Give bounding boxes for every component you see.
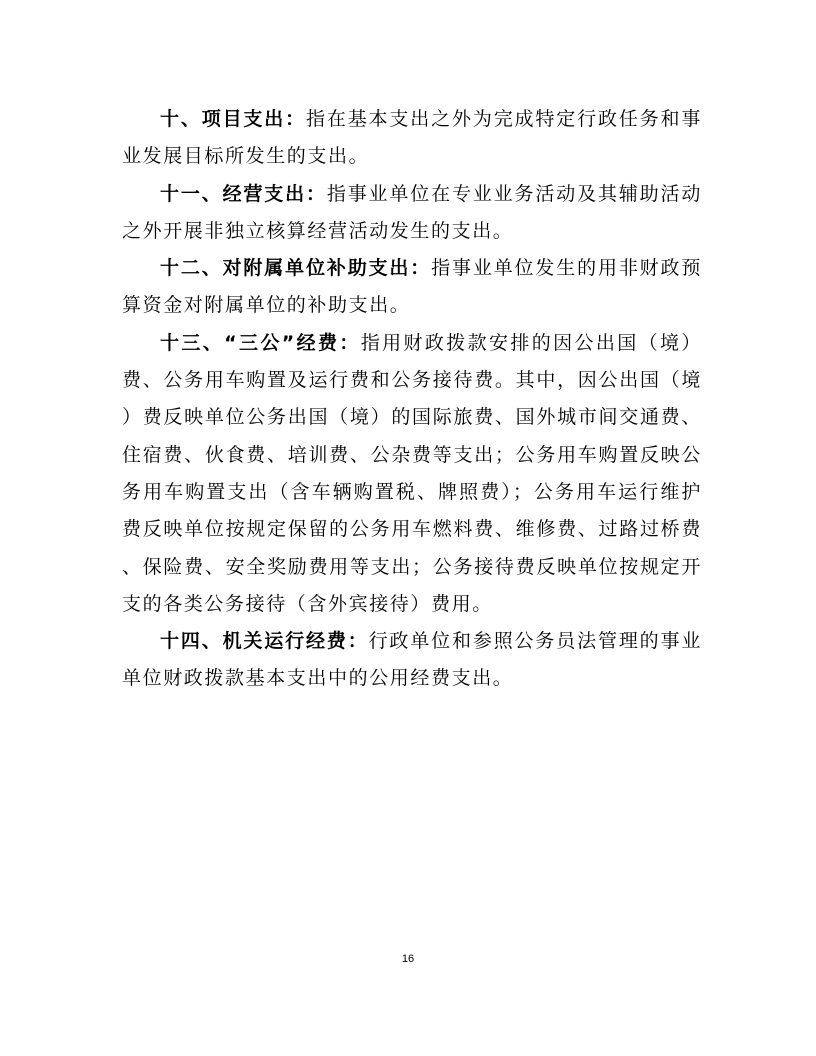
term-heading: 十、项目支出： (160, 108, 306, 130)
term-definition: 指在基本支出之外为完成特定行政任务和事业发展目标所发生的支出。 (122, 108, 703, 168)
paragraph-three-public-expenses (122, 325, 702, 623)
paragraph-business-expenditure (122, 176, 702, 251)
term-definition: 指事业单位在专业业务活动及其辅助活动之外开展非独立核算经营活动发生的支出。 (122, 182, 702, 242)
paragraph-subsidiary-subsidy (122, 250, 702, 325)
term-heading: 十四、机关运行经费： (160, 630, 369, 653)
term-definition: 指用财政拨款安排的因公出国（境）费、公务用车购置及运行费和公务接待费。其中，因公出国（境）费反映单位公务出国（境）的国际旅费、国外城市间交通费、住宿费、伙食费、培训费、公杂费等支出；公务用车购置反映公务用车购置支出（含车辆购置税、牌照费）；公务用车运行维护费反映单位按规定保留的公务用车燃料费、维修费、过路过桥费、保险费、安全奖励费用等支出；公务接待费反映单位按规定开支的各类公务接待（含外宾接待）费用。 (122, 331, 702, 615)
page-number: 16 (401, 953, 415, 965)
term-definition: 指事业单位发生的用非财政预算资金对附属单位的补助支出。 (122, 257, 702, 317)
term-heading: 十三、“三公”经费： (160, 331, 361, 354)
term-definition: 行政单位和参照公务员法管理的事业单位财政拨款基本支出中的公用经费支出。 (122, 630, 702, 690)
paragraph-project-expenditure (122, 101, 702, 176)
document-body (122, 101, 702, 698)
term-heading: 十二、对附属单位补助支出： (160, 257, 432, 280)
term-heading: 十一、经营支出： (160, 182, 327, 205)
paragraph-operating-funds (122, 623, 702, 698)
